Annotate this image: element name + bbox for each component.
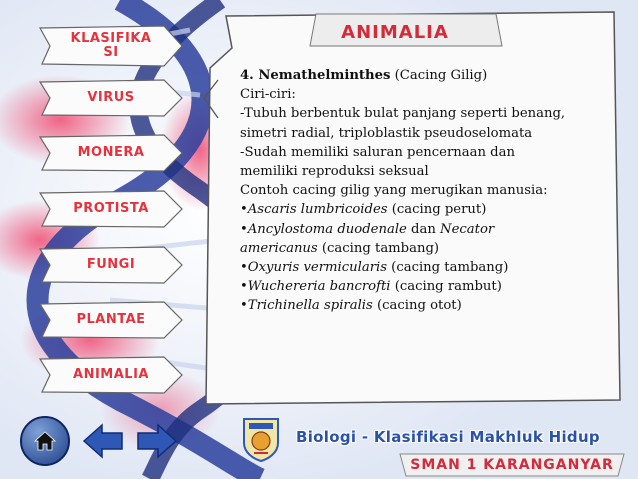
home-icon [33, 430, 57, 452]
nav-virus-button[interactable] [36, 78, 186, 118]
page-title: ANIMALIA [341, 22, 449, 43]
example-item: •Ascaris lumbricoides (cacing perut) [240, 202, 487, 218]
example-item: •Ancylostoma duodenale dan Necator [240, 221, 495, 237]
nav-fungi-label: FUNGI [86, 257, 136, 272]
content-text [240, 66, 610, 316]
home-button[interactable] [20, 416, 70, 466]
previous-button[interactable] [80, 422, 126, 460]
next-button[interactable] [134, 422, 180, 460]
example-item: •Wuchereria bancrofti (cacing rambut) [240, 279, 502, 295]
footer-subject: Biologi - Klasifikasi Makhluk Hidup [296, 428, 600, 446]
section-heading: 4. Nemathelminthes (Cacing Gilig) [240, 68, 488, 83]
example-item: •Trichinella spiralis (cacing otot) [240, 298, 462, 314]
nav-virus-label: VIRUS [87, 90, 135, 105]
nav-plantae-button[interactable] [36, 300, 186, 340]
nav-plantae-label: PLANTAE [76, 312, 146, 327]
text-line: Ciri-ciri: [240, 87, 296, 103]
school-emblem [240, 415, 282, 463]
text-line: simetri radial, triploblastik pseudoselomata [240, 125, 533, 141]
text-line: Contoh cacing gilig yang merugikan manusia: [240, 183, 548, 199]
nav-protista-button[interactable] [36, 189, 186, 229]
nav-animalia-button[interactable] [36, 355, 186, 395]
nav-animalia-label: ANIMALIA [73, 367, 149, 382]
text-line: -Sudah memiliki saluran pencernaan dan [240, 144, 515, 160]
nav-protista-label: PROTISTA [73, 201, 149, 216]
text-line: -Tubuh berbentuk bulat panjang seperti benang, [240, 106, 566, 122]
nav-monera-label: MONERA [77, 145, 145, 160]
example-item: •Oxyuris vermicularis (cacing tambang) [240, 260, 509, 276]
nav-fungi-button[interactable] [36, 245, 186, 285]
footer-school: SMAN 1 KARANGANYAR [410, 457, 614, 473]
nav-monera-button[interactable] [36, 133, 186, 173]
nav-klasifikasi-button[interactable] [36, 24, 186, 68]
example-item: americanus (cacing tambang) [240, 240, 440, 256]
text-line: memiliki reproduksi seksual [240, 164, 429, 180]
nav-klasifikasi-label: KLASIFIKA SI [70, 31, 152, 60]
